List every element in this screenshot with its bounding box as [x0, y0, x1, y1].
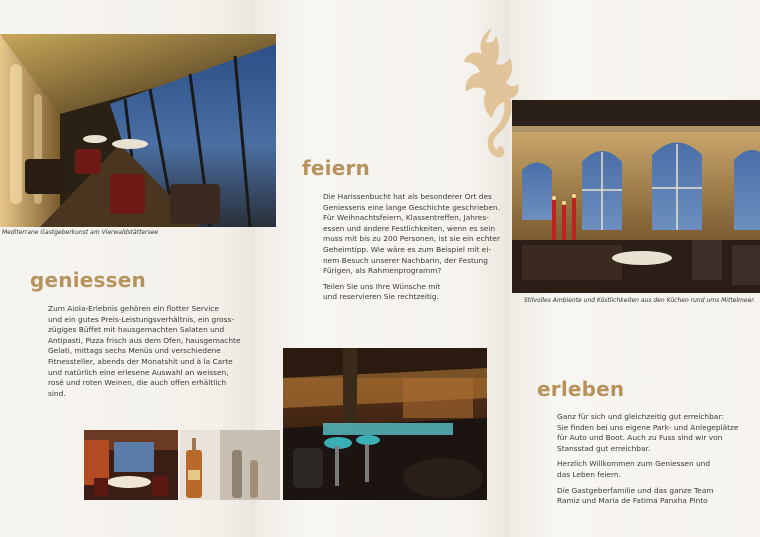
heading-feiern: feiern — [302, 156, 370, 180]
text-geniessen — [48, 304, 258, 404]
heading-erleben: erleben — [537, 377, 625, 401]
paragraph-feiern-1: Die Harissenbucht hat als besonderer Ort des Geniessens eine lange Geschichte geschrieben. Für Weihnachtsfeiern, Klassentreffen, Jahres- essen und andere Festlichkeiten, wenn es sein muss mit bis zu 200 Personen, ist sie ein echter Geheimtipp. Wie wäre es zum Beispiel mit ei- nem Besuch unserer Nachbarin, der Festung Fürigen, als Rahmenprogramm? — [323, 192, 500, 276]
paragraph-feiern-2: Teilen Sie uns Ihre Wünsche mit und reservieren Sie rechtzeitig. — [323, 281, 441, 302]
photo-caption-left: Mediterrane Gastgeberkunst am Vierwaldstättersee — [2, 229, 159, 236]
paragraph-erleben-3: Die Gastgeberfamilie und das ganze Team Ramiz und Maria de Fatima Panxha Pinto — [557, 485, 714, 506]
text-feiern — [323, 192, 523, 308]
heading-geniessen: geniessen — [30, 268, 146, 292]
photo-liqueur-bottle — [180, 430, 280, 500]
photo-caption-right: Stilvolles Ambiente und Köstlichkeiten aus den Küchen rund ums Mittelmeer. — [524, 297, 756, 304]
photo-dining-room — [84, 430, 178, 500]
photo-dining-terrace — [512, 100, 760, 293]
paragraph-geniessen: Zum Aiola-Erlebnis gehören ein flotter Service und ein gutes Preis-Leistungsverhältnis, ein gross- zügiges Büffet mit hausgemachten Salaten und Antipasti, Pizza frisch aus dem Ofen, hausgemachte Gelati, mittags sechs Menüs und verschiedene Fitnessteller, abends der Monatshit und à la Carte und natürlich eine erlesene Auswahl an weissen, rosé und roten Weinen, die auch offen erhältlich sind. — [48, 304, 241, 398]
photo-bar-lounge — [283, 348, 487, 500]
photo-restaurant-lakeview — [0, 34, 276, 227]
paragraph-erleben-1: Ganz für sich und gleichzeitig gut erreichbar: Sie finden bei uns eigene Park- und Anlegeplätze für Auto und Boot. Auch zu Fuss sind wir von Stansstad gut erreichbar. — [557, 412, 739, 453]
paragraph-erleben-2: Herzlich Willkommen zum Geniessen und das Leben feiern. — [557, 459, 711, 479]
text-erleben — [557, 412, 757, 512]
